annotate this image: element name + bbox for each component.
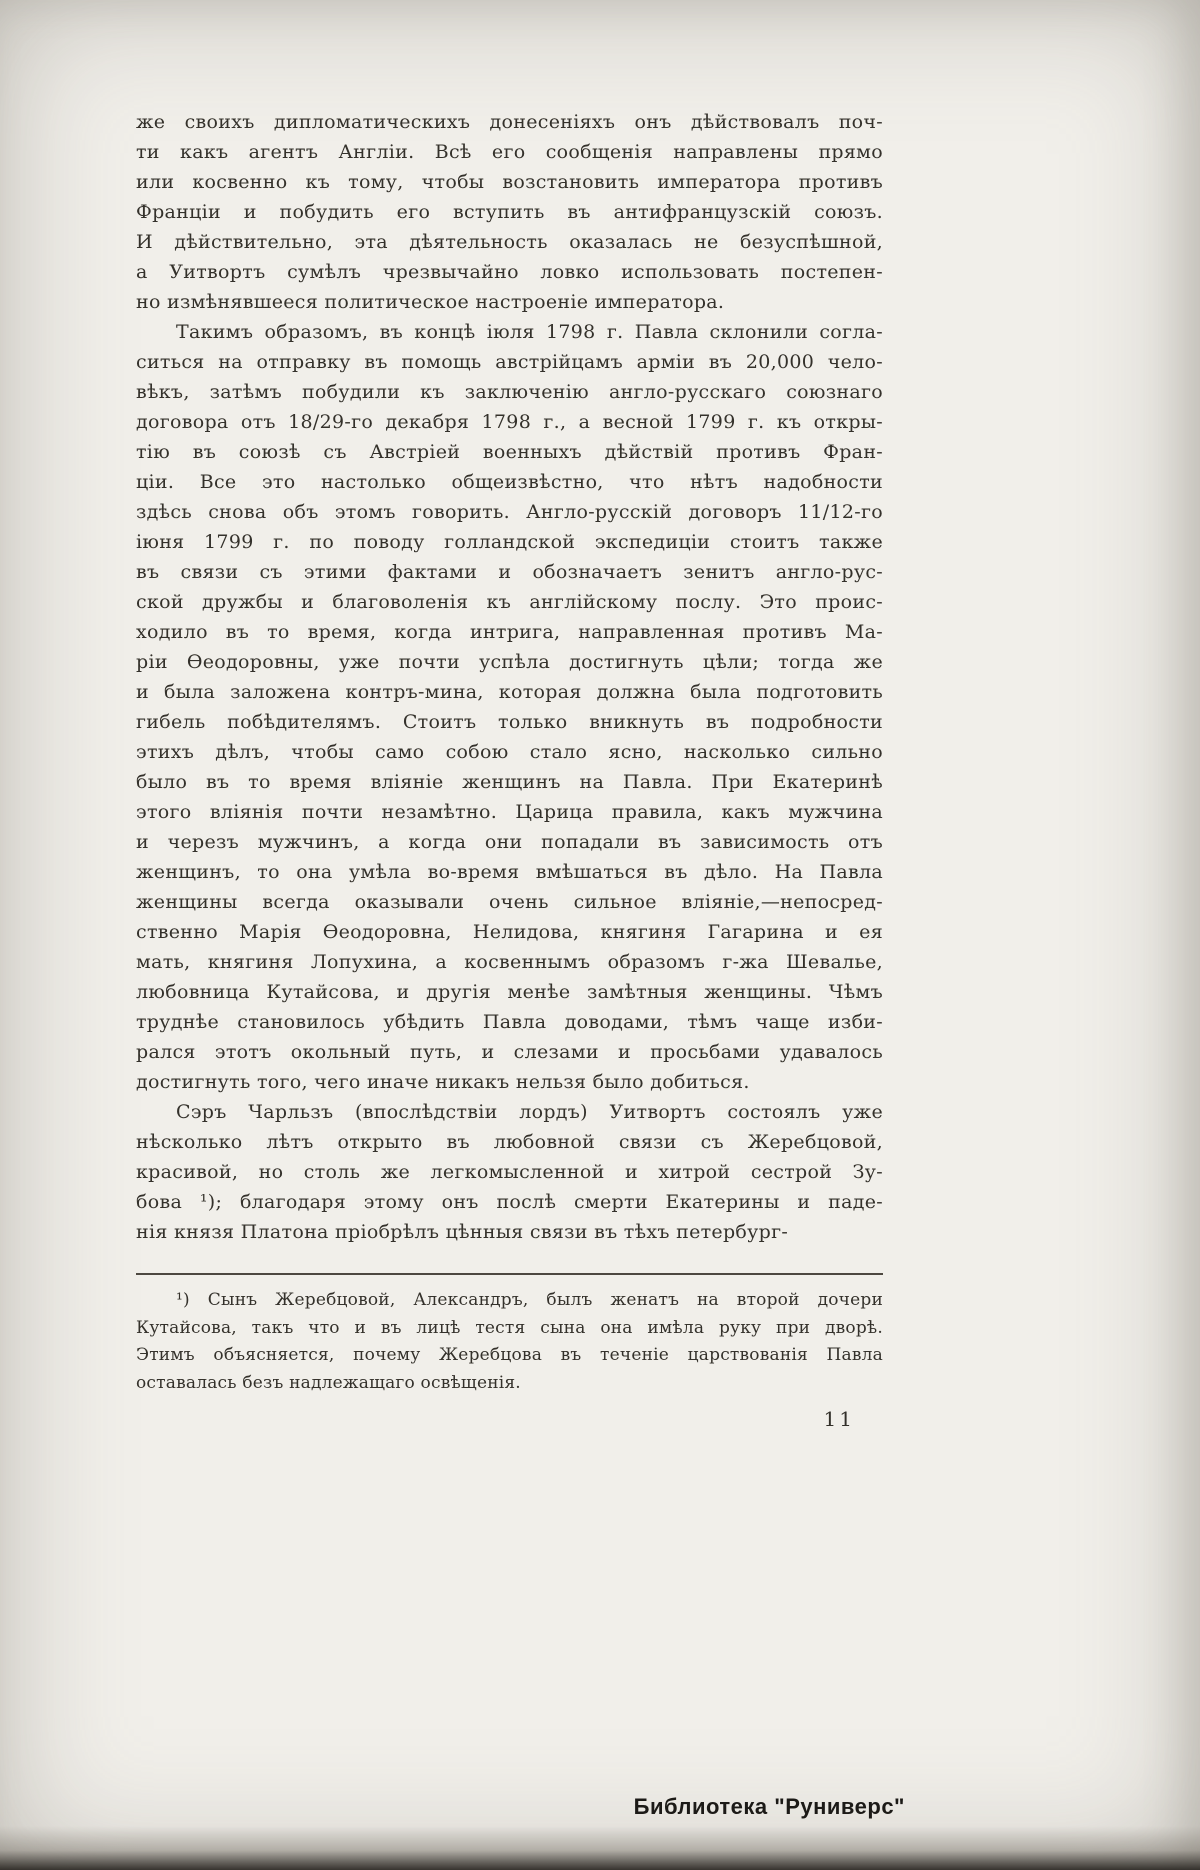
text-line: ціи. Все это настолько общеизвѣстно, что нѣтъ надобности (136, 471, 883, 493)
text-line: рался этотъ окольный путь, и слезами и просьбами удавалось (136, 1041, 883, 1063)
footnote (136, 1287, 883, 1397)
text-line: мать, княгиня Лопухина, а косвеннымъ образомъ г-жа Шевалье, (136, 951, 883, 973)
text-line: ти какъ агентъ Англіи. Всѣ его сообщенія направлены прямо (136, 141, 883, 163)
text-line: женщины всегда оказывали очень сильное вліяніе,—непосред- (136, 891, 883, 913)
text-line: вѣкъ, затѣмъ побудили къ заключенію англо-русскаго союзнаго (136, 381, 883, 403)
text-line: достигнуть того, чего иначе никакъ нельзя было добиться. (136, 1071, 750, 1093)
text-block (136, 107, 883, 1431)
paragraph-1 (136, 107, 883, 317)
text-line: было въ то время вліяніе женщинъ на Павла. При Екатеринѣ (136, 771, 883, 793)
text-line: въ связи съ этими фактами и обозначаетъ зенитъ англо-рус- (136, 561, 883, 583)
text-line: іюня 1799 г. по поводу голландской экспедиціи стоитъ также (136, 531, 883, 553)
text-line: любовница Кутайсова, и другія менѣе замѣтныя женщины. Чѣмъ (136, 981, 883, 1003)
scan-bottom-shadow (0, 1826, 1200, 1870)
text-line: этого вліянія почти незамѣтно. Царица правила, какъ мужчина (136, 801, 883, 823)
text-line: и была заложена контръ-мина, которая должна была подготовить (136, 681, 883, 703)
text-line: или косвенно къ тому, чтобы возстановить императора противъ (136, 171, 883, 193)
text-line: нія князя Платона пріобрѣлъ цѣнныя связи въ тѣхъ петербург- (136, 1221, 789, 1243)
text-line: ственно Марія Ѳеодоровна, Нелидова, княгиня Гагарина и ея (136, 921, 883, 943)
text-line: красивой, но столь же легкомысленной и хитрой сестрой Зу- (136, 1161, 883, 1183)
text-line: же своихъ дипломатическихъ донесеніяхъ онъ дѣйствовалъ поч- (136, 111, 883, 133)
text-line: Такимъ образомъ, въ концѣ іюля 1798 г. Павла склонили согла- (176, 321, 883, 343)
text-line: ріи Ѳеодоровны, уже почти успѣла достигнуть цѣли; тогда же (136, 651, 883, 673)
text-line: ской дружбы и благоволенія къ англійскому послу. Это проис- (136, 591, 883, 613)
text-line: нѣсколько лѣтъ открыто въ любовной связи съ Жеребцовой, (136, 1131, 883, 1153)
text-line: ходило въ то время, когда интрига, направленная противъ Ма- (136, 621, 883, 643)
text-line: женщинъ, то она умѣла во-время вмѣшаться въ дѣло. На Павла (136, 861, 883, 883)
footnote-separator (136, 1273, 883, 1275)
text-line: договора отъ 18/29-го декабря 1798 г., а весной 1799 г. къ откры- (136, 411, 883, 433)
text-line: а Уитвортъ сумѣлъ чрезвычайно ловко использовать постепен- (136, 261, 883, 283)
text-line: Франціи и побудить его вступить въ антифранцузскій союзъ. (136, 201, 883, 223)
text-line: тію въ союзѣ съ Австріей военныхъ дѣйствій противъ Фран- (136, 441, 883, 463)
text-line: гибель побѣдителямъ. Стоитъ только вникнуть въ подробности (136, 711, 883, 733)
text-line: Сэръ Чарльзъ (впослѣдствіи лордъ) Уитвортъ состоялъ уже (176, 1101, 883, 1123)
runivers-library-watermark: Библиотека "Руниверс" (633, 1794, 905, 1819)
text-line: бова ¹); благодаря этому онъ послѣ смерти Екатерины и паде- (136, 1191, 883, 1213)
paragraph-3 (136, 1097, 883, 1247)
text-line: труднѣе становилось убѣдить Павла доводами, тѣмъ чаще изби- (136, 1011, 883, 1033)
paragraph-2 (136, 317, 883, 1097)
text-line: ситься на отправку въ помощь австрійцамъ арміи въ 20,000 чело- (136, 351, 883, 373)
text-line: Кутайсова, такъ что и въ лицѣ тестя сына она имѣла руку при дворѣ. (136, 1317, 883, 1338)
text-line: Этимъ объясняется, почему Жеребцова въ теченіе царствованія Павла (136, 1345, 883, 1365)
text-line: И дѣйствительно, эта дѣятельность оказалась не безуспѣшной, (136, 231, 883, 253)
text-line: оставалась безъ надлежащаго освѣщенія. (136, 1372, 521, 1393)
text-line: и черезъ мужчинъ, а когда они попадали въ зависимость отъ (136, 831, 883, 853)
text-line: здѣсь снова объ этомъ говорить. Англо-русскій договоръ 11/12-го (136, 501, 883, 523)
text-line: но измѣнявшееся политическое настроеніе императора. (136, 291, 725, 313)
page-number: 11 (823, 1407, 855, 1431)
text-line: ¹) Сынъ Жеребцовой, Александръ, былъ женатъ на второй дочери (176, 1290, 883, 1310)
text-line: этихъ дѣлъ, чтобы само собою стало ясно, насколько сильно (136, 741, 883, 763)
